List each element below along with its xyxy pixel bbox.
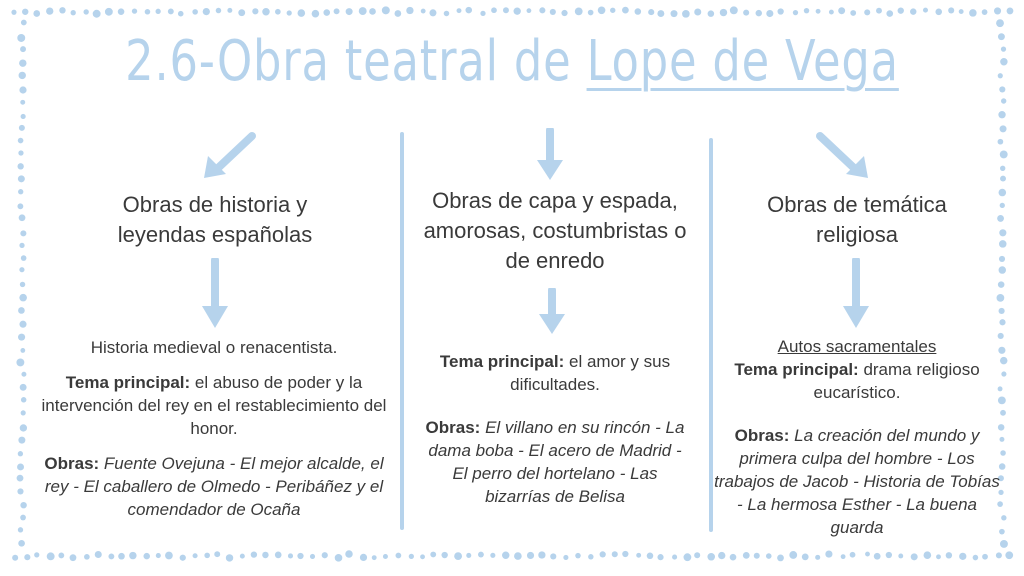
- border-dot: [396, 553, 402, 559]
- border-dot: [924, 551, 932, 559]
- column-1-theme: Tema principal: el abuso de poder y la intervención del rey en el restablecimiento del honor.: [41, 373, 387, 438]
- border-dot: [588, 10, 594, 16]
- border-dot: [19, 86, 26, 93]
- border-dot: [226, 554, 233, 561]
- border-dot: [1000, 125, 1007, 132]
- border-dot: [636, 553, 641, 558]
- border-dot: [287, 10, 292, 15]
- border-dot: [657, 10, 664, 17]
- page-title: [102, 22, 921, 102]
- border-dot: [948, 7, 954, 13]
- border-dot: [238, 9, 245, 16]
- border-dot: [982, 554, 988, 560]
- border-dot: [502, 552, 509, 559]
- border-dot: [684, 553, 692, 561]
- border-dot: [635, 8, 642, 15]
- border-dot: [83, 9, 88, 14]
- border-dot: [420, 554, 425, 559]
- column-3-body: [712, 335, 1002, 551]
- border-dot: [898, 554, 903, 559]
- border-dot: [682, 10, 690, 18]
- border-dot: [994, 7, 1001, 14]
- border-dot: [876, 8, 882, 14]
- border-dot: [996, 552, 1002, 558]
- border-dot: [214, 551, 220, 557]
- border-dot: [372, 555, 377, 560]
- border-dot: [973, 555, 979, 561]
- border-dot: [694, 552, 700, 558]
- border-dot: [999, 86, 1005, 92]
- border-dot: [17, 488, 23, 494]
- border-dot: [409, 554, 414, 559]
- border-dot: [20, 424, 27, 431]
- title-text: Obra teatral de: [217, 29, 587, 94]
- border-dot: [18, 451, 23, 456]
- border-dot: [466, 553, 471, 558]
- border-dot: [70, 554, 77, 561]
- border-dot: [143, 553, 149, 559]
- border-dot: [718, 552, 725, 559]
- border-dot: [18, 150, 23, 155]
- border-dot: [730, 6, 738, 14]
- border-dot: [369, 8, 376, 15]
- border-dot: [322, 552, 328, 558]
- column-1-heading: Obras de historia y leyendas españolas: [117, 192, 313, 247]
- border-dot: [47, 552, 55, 560]
- border-dot: [959, 553, 966, 560]
- border-dot: [998, 111, 1005, 118]
- border-dot: [647, 552, 654, 559]
- border-dot: [527, 8, 532, 13]
- border-dot: [382, 6, 390, 14]
- border-dot: [262, 8, 269, 15]
- column-1-summary: Historia medieval o renacentista.: [90, 338, 338, 357]
- border-dot: [334, 8, 340, 14]
- border-dot: [21, 410, 26, 415]
- border-dot: [563, 555, 568, 560]
- column-3-theme: Tema principal: drama religioso eucarístico.: [734, 360, 980, 402]
- border-dot: [1001, 47, 1006, 52]
- border-dot: [46, 7, 53, 14]
- border-dot: [969, 9, 977, 17]
- border-dot: [865, 552, 870, 557]
- border-dot: [18, 189, 23, 194]
- border-dot: [707, 553, 715, 561]
- border-dot: [20, 502, 26, 508]
- border-dot: [754, 553, 760, 559]
- border-dot: [999, 266, 1006, 273]
- border-dot: [730, 554, 737, 561]
- border-dot: [838, 7, 845, 14]
- border-dot: [756, 10, 762, 16]
- border-dot: [20, 348, 25, 353]
- border-dot: [17, 463, 24, 470]
- border-dot: [11, 10, 16, 15]
- border-dot: [275, 9, 281, 15]
- border-dot: [20, 384, 27, 391]
- border-dot: [886, 552, 892, 558]
- border-dot: [360, 554, 367, 561]
- border-dot: [193, 553, 198, 558]
- border-dot: [898, 7, 904, 13]
- border-dot: [19, 267, 24, 272]
- border-dot: [527, 552, 534, 559]
- border-dot: [480, 11, 485, 16]
- border-dot: [17, 203, 23, 209]
- border-dot: [999, 189, 1007, 197]
- arrow-down-right-icon: [812, 130, 872, 180]
- border-dot: [19, 72, 26, 79]
- border-dot: [192, 9, 198, 15]
- border-dot: [999, 229, 1006, 236]
- border-dot: [17, 34, 25, 42]
- arrow-down-icon-col2: [537, 288, 567, 336]
- border-dot: [17, 475, 24, 482]
- column-3-works: Obras: La creación del mundo y primera culpa del hombre - Los trabajos de Jacob - Historia de Tobías - La hermosa Esther - La buena guarda: [714, 426, 1000, 537]
- border-dot: [18, 540, 25, 547]
- border-dot: [18, 138, 24, 144]
- border-dot: [550, 553, 556, 559]
- column-3-subtitle: Autos sacramentales: [777, 337, 937, 356]
- border-dot: [71, 10, 76, 15]
- border-dot: [622, 7, 629, 14]
- border-dot: [444, 11, 450, 17]
- arrow-down-icon-col3: [841, 258, 871, 330]
- border-dot: [145, 9, 151, 15]
- border-dot: [538, 551, 545, 558]
- border-dot: [1007, 8, 1014, 15]
- border-dot: [600, 551, 606, 557]
- border-dot: [312, 10, 320, 18]
- border-dot: [33, 10, 40, 17]
- border-dot: [514, 552, 522, 560]
- border-dot: [598, 6, 606, 14]
- border-dot: [227, 8, 232, 13]
- border-dot: [789, 551, 797, 559]
- border-dot: [18, 437, 25, 444]
- column-2-body: [420, 350, 690, 520]
- border-dot: [1000, 166, 1005, 171]
- border-dot: [671, 10, 678, 17]
- border-dot: [20, 282, 25, 287]
- arrow-down-icon: [535, 128, 565, 182]
- border-dot: [395, 10, 402, 17]
- border-dot: [588, 554, 593, 559]
- border-dot: [1000, 150, 1008, 158]
- border-dot: [17, 163, 23, 169]
- border-dot: [998, 139, 1004, 145]
- border-dot: [999, 240, 1007, 248]
- border-dot: [550, 9, 556, 15]
- border-dot: [910, 8, 916, 14]
- border-dot: [204, 553, 210, 559]
- border-dot: [19, 294, 27, 302]
- border-dot: [539, 7, 545, 13]
- border-dot: [383, 554, 388, 559]
- border-dot: [850, 552, 856, 558]
- border-dot: [429, 9, 436, 16]
- border-dot: [216, 8, 222, 14]
- border-dot: [58, 552, 64, 558]
- border-dot: [20, 230, 26, 236]
- border-dot: [815, 555, 820, 560]
- border-dot: [491, 7, 497, 13]
- border-dot: [999, 308, 1005, 314]
- border-dot: [672, 555, 677, 560]
- border-dot: [84, 554, 90, 560]
- border-dot: [1005, 551, 1013, 559]
- border-dot: [561, 10, 567, 16]
- border-dot: [203, 8, 210, 15]
- column-3-heading: Obras de temática religiosa: [767, 192, 947, 247]
- border-dot: [262, 552, 268, 558]
- border-dot: [804, 8, 809, 13]
- border-dot: [22, 9, 28, 15]
- border-dot: [108, 554, 114, 560]
- border-dot: [743, 552, 750, 559]
- border-dot: [1000, 203, 1005, 208]
- border-dot: [441, 552, 447, 558]
- border-dot: [1000, 58, 1007, 65]
- border-dot: [12, 555, 18, 561]
- border-dot: [793, 10, 798, 15]
- border-dot: [816, 9, 821, 14]
- border-dot: [19, 321, 26, 328]
- border-dot: [16, 358, 24, 366]
- border-dot: [20, 515, 26, 521]
- border-dot: [503, 7, 509, 13]
- column-1-body: [36, 336, 392, 533]
- border-dot: [240, 554, 245, 559]
- border-dot: [93, 10, 101, 18]
- border-dot: [359, 7, 367, 15]
- border-dot: [19, 59, 26, 66]
- border-dot: [298, 9, 306, 17]
- border-dot: [999, 256, 1005, 262]
- border-dot: [998, 33, 1005, 40]
- border-dot: [936, 554, 941, 559]
- border-dot: [694, 8, 701, 15]
- border-dot: [708, 10, 715, 17]
- border-dot: [778, 8, 784, 14]
- border-dot: [168, 8, 174, 14]
- border-dot: [1001, 98, 1006, 103]
- border-dot: [178, 11, 184, 17]
- border-dot: [610, 8, 615, 13]
- border-dot: [959, 9, 964, 14]
- border-dot: [743, 10, 749, 16]
- column-1-works: Obras: Fuente Ovejuna - El mejor alcalde, el rey - El caballero de Olmedo - Peribáñez y el comendador de Ocaña: [44, 454, 384, 519]
- border-dot: [777, 555, 784, 562]
- border-dot: [490, 553, 495, 558]
- border-dot: [999, 319, 1005, 325]
- border-dot: [478, 552, 484, 558]
- border-dot: [323, 9, 330, 16]
- border-dot: [19, 214, 26, 221]
- border-dot: [335, 554, 343, 562]
- border-dot: [514, 8, 521, 15]
- border-dot: [155, 9, 160, 14]
- arrow-down-left-icon: [200, 130, 260, 180]
- border-dot: [132, 8, 137, 13]
- border-dot: [841, 554, 846, 559]
- border-dot: [720, 9, 727, 16]
- border-dot: [850, 10, 856, 16]
- title-number: 2.6-: [125, 29, 217, 94]
- border-dot: [911, 553, 918, 560]
- border-dot: [165, 552, 173, 560]
- border-dot: [935, 9, 942, 16]
- column-2-works: Obras: El villano en su rincón - La dama boba - El acero de Madrid - El perro del hortelano - Las bizarrías de Belisa: [425, 418, 685, 506]
- border-dot: [998, 281, 1005, 288]
- border-dot: [612, 551, 618, 557]
- border-dot: [648, 9, 654, 15]
- arrow-down-icon-col1: [200, 258, 230, 330]
- border-dot: [18, 175, 25, 182]
- border-dot: [923, 8, 928, 13]
- column-2-heading: Obras de capa y espada, amorosas, costumbristas o de enredo: [423, 188, 687, 273]
- border-dot: [20, 46, 26, 52]
- border-dot: [251, 551, 257, 557]
- border-dot: [766, 10, 773, 17]
- border-dot: [252, 8, 258, 14]
- border-dot: [180, 555, 186, 561]
- border-dot: [18, 334, 25, 341]
- border-dot: [21, 255, 27, 261]
- border-dot: [406, 7, 413, 14]
- border-dot: [18, 307, 25, 314]
- border-dot: [21, 20, 27, 26]
- border-dot: [34, 552, 39, 557]
- border-dot: [825, 550, 832, 557]
- border-dot: [275, 552, 282, 559]
- border-dot: [430, 552, 436, 558]
- border-dot: [18, 527, 23, 532]
- divider-left: [400, 132, 404, 530]
- border-dot: [864, 9, 870, 15]
- border-dot: [874, 553, 881, 560]
- border-dot: [886, 10, 893, 17]
- border-dot: [19, 243, 24, 248]
- border-dot: [156, 553, 161, 558]
- border-dot: [24, 554, 30, 560]
- border-dot: [657, 554, 663, 560]
- border-dot: [457, 8, 462, 13]
- border-dot: [310, 554, 315, 559]
- border-dot: [297, 553, 303, 559]
- border-dot: [997, 215, 1004, 222]
- column-2-theme: Tema principal: el amor y sus dificultades.: [439, 352, 671, 394]
- border-dot: [346, 8, 353, 15]
- border-dot: [997, 294, 1005, 302]
- border-dot: [575, 7, 583, 15]
- border-dot: [118, 8, 125, 15]
- border-dot: [998, 73, 1003, 78]
- border-dot: [946, 552, 952, 558]
- border-dot: [802, 553, 809, 560]
- border-dot: [21, 114, 26, 119]
- border-dot: [421, 9, 426, 14]
- border-dot: [982, 9, 988, 15]
- border-dot: [1001, 371, 1006, 376]
- border-dot: [129, 552, 136, 559]
- border-dot: [766, 553, 772, 559]
- border-dot: [59, 7, 65, 13]
- title-author: Lope de Vega: [586, 29, 899, 94]
- border-dot: [21, 372, 26, 377]
- border-dot: [20, 100, 25, 105]
- border-dot: [345, 550, 352, 557]
- border-dot: [105, 8, 113, 16]
- border-dot: [996, 19, 1004, 27]
- border-dot: [465, 7, 472, 14]
- border-dot: [575, 553, 581, 559]
- border-dot: [454, 552, 462, 560]
- border-dot: [1000, 176, 1006, 182]
- border-dot: [829, 10, 834, 15]
- border-dot: [19, 125, 25, 131]
- border-dot: [288, 553, 293, 558]
- border-dot: [21, 397, 26, 402]
- border-dot: [95, 551, 102, 558]
- border-dot: [118, 553, 125, 560]
- border-dot: [622, 551, 628, 557]
